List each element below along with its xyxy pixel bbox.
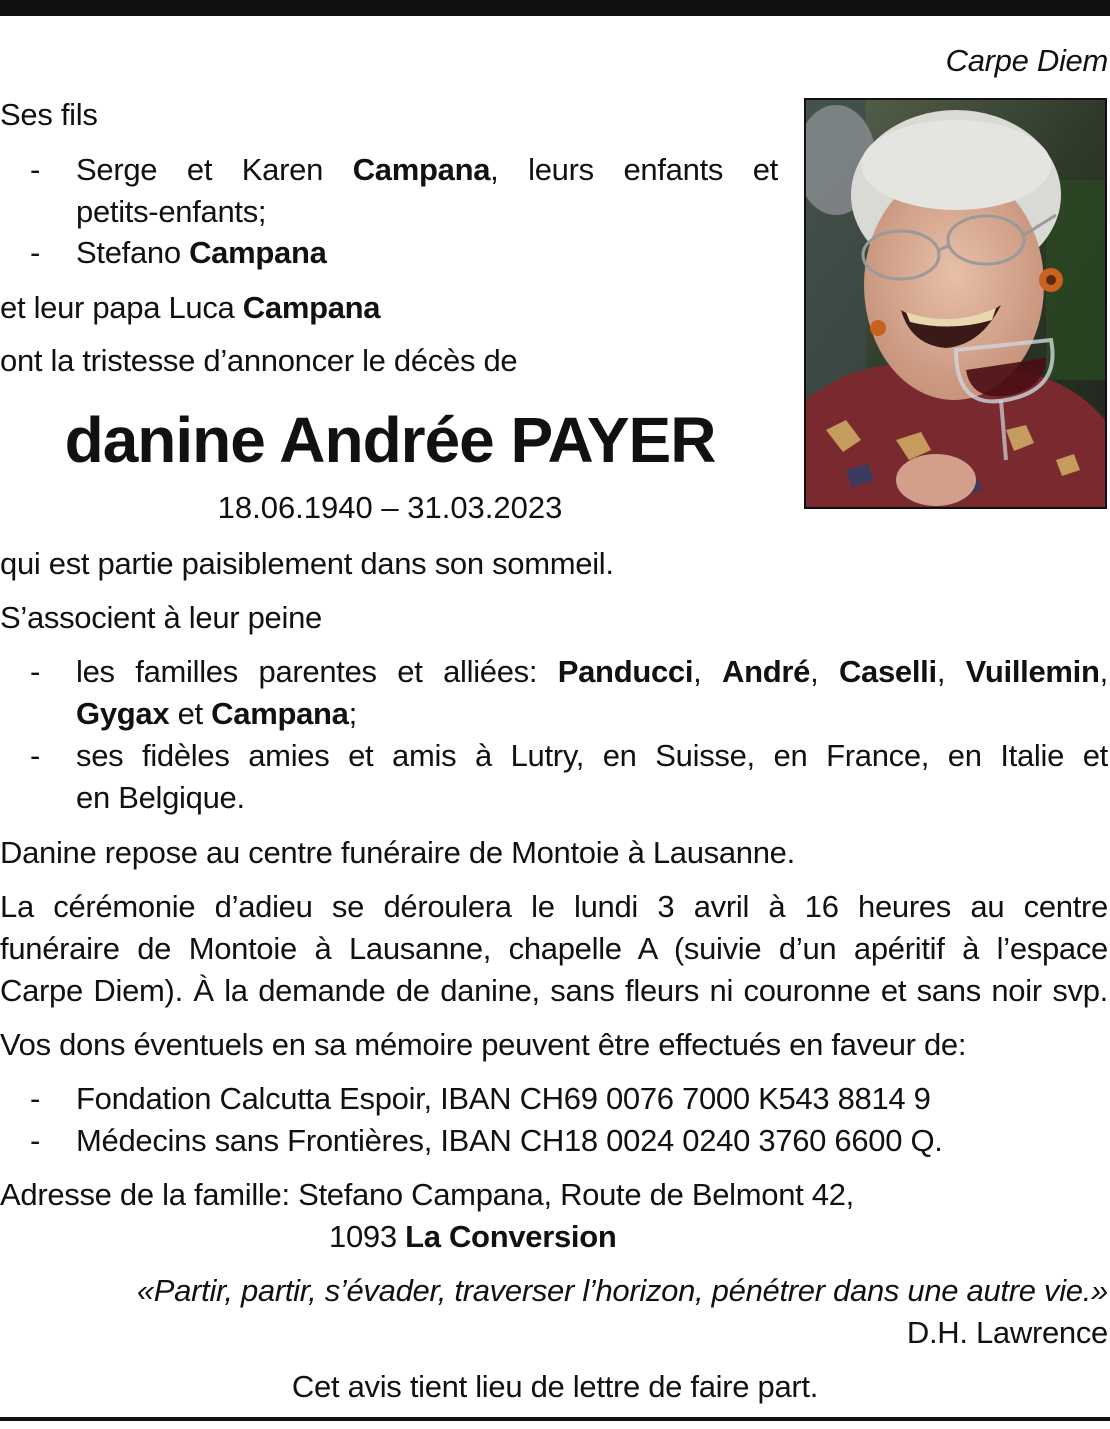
family-address-line2: 1093 La Conversion xyxy=(329,1219,617,1254)
donation-calcutta: Fondation Calcutta Espoir, IBAN CH69 0076 7000 K543 8814 9 xyxy=(76,1081,931,1116)
bullet-donation1: - xyxy=(30,1081,41,1116)
son2-line: Stefano Campana xyxy=(76,235,327,270)
quote-author: D.H. Lawrence xyxy=(906,1315,1108,1350)
rest-line: Danine repose au centre funéraire de Montoie à Lausanne. xyxy=(0,835,795,870)
motto: Carpe Diem xyxy=(945,43,1108,78)
families-line1: les familles parentes et alliées: Panducci, André, Caselli, Vuillemin, xyxy=(76,654,1108,689)
bullet-families: - xyxy=(30,654,41,689)
surname-campana: Campana xyxy=(352,152,491,187)
announce-line: ont la tristesse d’annoncer le décès de xyxy=(0,343,518,378)
ceremony-line1: La cérémonie d’adieu se déroulera le lundi 3 avril à 16 heures au centre xyxy=(0,889,1108,924)
bottom-border xyxy=(0,1417,1110,1421)
sons-intro: Ses fils xyxy=(0,97,98,132)
quote: «Partir, partir, s’évader, traverser l’horizon, pénétrer dans une autre vie.» xyxy=(136,1273,1108,1308)
closing-line: Cet avis tient lieu de lettre de faire part. xyxy=(291,1369,819,1404)
associates-intro: S’associent à leur peine xyxy=(0,600,322,635)
families-line2: Gygax et Campana; xyxy=(76,696,357,731)
bullet-son1: - xyxy=(30,152,41,187)
top-border xyxy=(0,0,1110,16)
friends-line1: ses fidèles amies et amis à Lutry, en Suisse, en France, en Italie et xyxy=(76,738,1108,773)
bullet-friends: - xyxy=(30,738,41,773)
bullet-son2: - xyxy=(30,235,41,270)
ceremony-line3: Carpe Diem). À la demande de danine, sans fleurs ni couronne et sans noir svp. xyxy=(0,973,1108,1008)
donation-msf: Médecins sans Frontières, IBAN CH18 0024 0240 3760 6600 Q. xyxy=(76,1123,943,1158)
son1-line2: petits-enfants; xyxy=(76,194,267,229)
life-dates: 18.06.1940 – 31.03.2023 xyxy=(217,490,563,525)
bullet-donation2: - xyxy=(30,1123,41,1158)
donations-intro: Vos dons éventuels en sa mémoire peuvent être effectués en faveur de: xyxy=(0,1027,967,1062)
son1-line1: Serge et Karen Campana, leurs enfants et xyxy=(76,152,778,187)
friends-line2: en Belgique. xyxy=(76,780,245,815)
father-line: et leur papa Luca Campana xyxy=(0,290,381,325)
deceased-name: danine Andrée PAYER xyxy=(64,404,716,476)
ceremony-line2: funéraire de Montoie à Lausanne, chapelle A (suivie d’un apéritif à l’espace xyxy=(0,931,1108,966)
portrait-photo xyxy=(804,98,1107,509)
passing-line: qui est partie paisiblement dans son sommeil. xyxy=(0,546,614,581)
family-address-line1: Adresse de la famille: Stefano Campana, Route de Belmont 42, xyxy=(0,1177,854,1212)
